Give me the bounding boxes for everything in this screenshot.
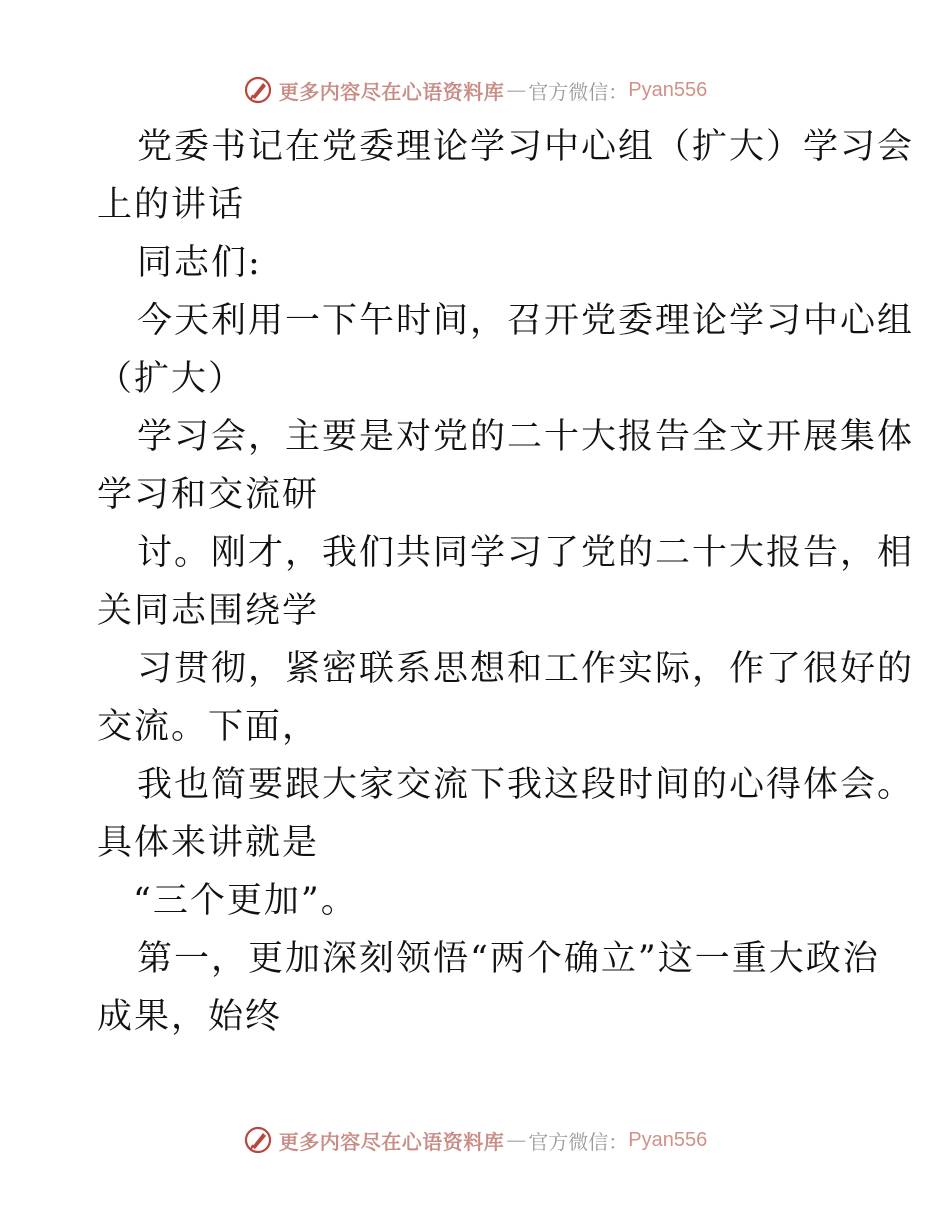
paragraph-line: 交流。下面， [97, 707, 320, 747]
paragraph-line: 成果，始终 [97, 997, 283, 1037]
paragraph-line: （扩大） [97, 359, 246, 399]
watermark-main-text: 更多内容尽在心语资料库 [278, 79, 505, 104]
paragraph-line: 我也简要跟大家交流下我这段时间的心得体会。 [137, 765, 915, 805]
paragraph-line: 学习和交流研 [97, 475, 320, 515]
watermark-wechat-id: Pyan556 [628, 1128, 708, 1151]
paragraph-line: 学习会，主要是对党的二十大报告全文开展集体 [137, 417, 915, 457]
watermark-wechat-label: 官方微信： [528, 1129, 629, 1154]
quill-logo-icon [243, 1125, 273, 1155]
watermark-separator: — [506, 1128, 527, 1152]
paragraph-line: 具体来讲就是 [97, 823, 320, 863]
paragraph-line: 关同志围绕学 [97, 591, 320, 631]
quill-logo-icon [243, 75, 273, 105]
paragraph-line: 讨。刚才，我们共同学习了党的二十大报告，相 [137, 533, 915, 573]
footer-watermark [0, 1120, 950, 1160]
doc-title-line-1: 党委书记在党委理论学习中心组（扩大）学习会 [137, 127, 915, 167]
header-watermark [0, 70, 950, 110]
document-body [97, 118, 915, 1046]
paragraph-line: 今天利用一下午时间，召开党委理论学习中心组 [137, 301, 915, 341]
watermark-wechat-label: 官方微信： [528, 79, 629, 104]
salutation: 同志们: [137, 243, 262, 283]
watermark-main-text: 更多内容尽在心语资料库 [278, 1129, 505, 1154]
doc-title-line-2: 上的讲话 [97, 185, 246, 225]
watermark-wechat-id: Pyan556 [628, 78, 708, 101]
watermark-separator: — [506, 78, 527, 102]
paragraph-line: “三个更加”。 [133, 881, 358, 921]
paragraph-line: 第一，更加深刻领悟“两个确立”这一重大政治 [137, 939, 880, 979]
paragraph-line: 习贯彻，紧密联系思想和工作实际，作了很好的 [137, 649, 915, 689]
